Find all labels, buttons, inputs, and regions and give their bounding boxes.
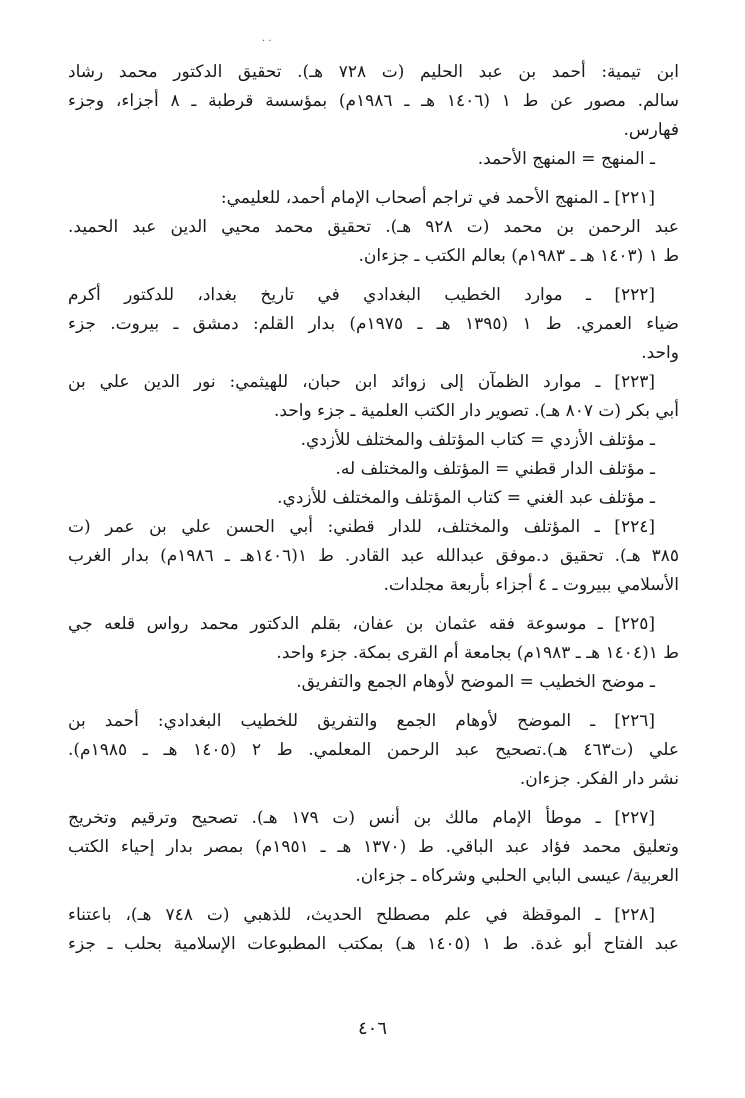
text-line: نشر دار الفكر. جزءان. bbox=[519, 769, 679, 789]
text-line: ـ موضح الخطيب = الموضح لأوهام الجمع والتفريق. bbox=[296, 672, 655, 692]
text-line: ط ١ (١٤٠٣ هـ ـ ١٩٨٣م) بعالم الكتب ـ جزءان. bbox=[358, 246, 679, 266]
text-line: ضياء العمري. ط ١ (١٣٩٥ هـ ـ ١٩٧٥م) بدار القلم: دمشق ـ بيروت. جزء bbox=[68, 314, 679, 334]
top-mark: · · bbox=[262, 36, 272, 47]
paragraph-gap bbox=[68, 794, 679, 804]
text-line: ابن تيمية: أحمد بن عبد الحليم (ت ٧٢٨ هـ). تحقيق الدكتور محمد رشاد bbox=[68, 62, 679, 82]
text-line: [٢٢٣] ـ موارد الظمآن إلى زوائد ابن حبان، للهيثمي: نور الدين علي بن bbox=[68, 372, 655, 392]
paragraph-gap bbox=[68, 600, 679, 610]
text-line: [٢٢٦] ـ الموضح لأوهام الجمع والتفريق للخطيب البغدادي: أحمد بن bbox=[68, 711, 655, 731]
text-line: علي (ت٤٦٣ هـ).تصحيح عبد الرحمن المعلمي. ط ٢ (١٤٠٥ هـ ـ ١٩٨٥م). bbox=[68, 740, 679, 760]
text-line: [٢٢٥] ـ موسوعة فقه عثمان بن عفان، بقلم الدكتور محمد رواس قلعه جي bbox=[68, 614, 655, 634]
text-line: ط ١(١٤٠٤ هـ ـ ١٩٨٣م) بجامعة أم القرى بمكة. جزء واحد. bbox=[276, 643, 679, 663]
paragraph-gap bbox=[68, 891, 679, 901]
bibliography-body bbox=[68, 58, 679, 959]
paragraph-gap bbox=[68, 697, 679, 707]
text-line: ـ مؤتلف عبد الغني = كتاب المؤتلف والمختلف للأزدي. bbox=[277, 488, 655, 508]
text-line: وتعليق محمد فؤاد عبد الباقي. ط (١٣٧٠ هـ ـ ١٩٥١م) بمصر بدار إحياء الكتب bbox=[68, 837, 680, 857]
text-line: العربية/ عيسى البابي الحلبي وشركاه ـ جزءان. bbox=[355, 866, 679, 886]
text-line: فهارس. bbox=[623, 120, 679, 140]
text-line: ٣٨٥ هـ). تحقيق د.موفق عبدالله عبد القادر. ط ١(١٤٠٦هـ ـ ١٩٨٦م) بدار الغرب bbox=[68, 546, 679, 566]
text-line: الأسلامي ببيروت ـ ٤ أجزاء بأربعة مجلدات. bbox=[383, 575, 679, 595]
text-line: [٢٢٢] ـ موارد الخطيب البغدادي في تاريخ بغداد، للدكتور أكرم bbox=[68, 285, 655, 305]
text-line: [٢٢١] ـ المنهج الأحمد في تراجم أصحاب الإمام أحمد، للعليمي: bbox=[220, 188, 655, 208]
text-line: ـ مؤتلف الأزدي = كتاب المؤتلف والمختلف للأزدي. bbox=[300, 430, 655, 450]
text-line: ـ المنهج = المنهج الأحمد. bbox=[477, 149, 655, 169]
text-line: [٢٢٨] ـ الموقظة في علم مصطلح الحديث، للذهبي (ت ٧٤٨ هـ)، باعتناء bbox=[68, 905, 655, 925]
text-line: سالم. مصور عن ط ١ (١٤٠٦ هـ ـ ١٩٨٦م) بمؤسسة قرطبة ـ ٨ أجزاء، وجزء bbox=[68, 91, 679, 111]
text-line: [٢٢٧] ـ موطأ الإمام مالك بن أنس (ت ١٧٩ هـ). تصحيح وترقيم وتخريج bbox=[68, 808, 655, 828]
paragraph-gap bbox=[68, 174, 679, 184]
text-line: ـ مؤتلف الدار قطني = المؤتلف والمختلف له. bbox=[335, 459, 655, 479]
text-line: أبي بكر (ت ٨٠٧ هـ). تصوير دار الكتب العلمية ـ جزء واحد. bbox=[273, 401, 679, 421]
text-line: واحد. bbox=[641, 343, 679, 363]
page-number: ٤٠٦ bbox=[357, 1018, 387, 1039]
text-line: عبد الفتاح أبو غدة. ط ١ (١٤٠٥ هـ) بمكتب المطبوعات الإسلامية بحلب ـ جزء bbox=[68, 934, 679, 954]
text-line: [٢٢٤] ـ المؤتلف والمختلف، للدار قطني: أبي الحسن علي بن عمر (ت bbox=[68, 517, 655, 537]
text-line: عبد الرحمن بن محمد (ت ٩٢٨ هـ). تحقيق محمد محيي الدين عبد الحميد. bbox=[68, 217, 679, 237]
paragraph-gap bbox=[68, 271, 679, 281]
